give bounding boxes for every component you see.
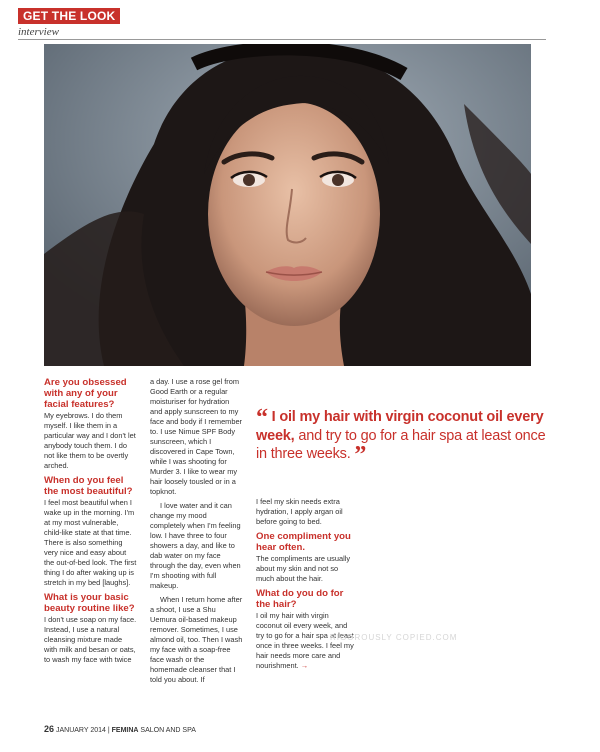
watermark: RIGOROUSLY COPIED.COM (330, 633, 458, 642)
magazine-title: SALON AND SPA (140, 727, 196, 734)
question: What do you do for the hair? (256, 588, 344, 610)
paragraph: When I return home after a shoot, I use a Shu Uemura oil-based makeup remover. Sometimes, I use almond oil, too. Then I wash my face with a soap-free face wash or the homemade cleanser that I told you about. If (150, 595, 243, 684)
portrait-photo (44, 44, 531, 366)
arrow-right-icon: → (300, 661, 309, 670)
pull-quote-text: and try to go for a hair spa at least once in three weeks. (256, 428, 546, 462)
question: Are you obsessed with any of your facial features? (44, 377, 127, 410)
column-1 (44, 377, 137, 669)
pull-quote (256, 405, 548, 468)
question: One compliment you hear often. (256, 531, 351, 553)
paragraph: I love water and it can change my mood completely when I'm feeling low. I have three to four showers a day, and like to dab water on my face through the day, even when I'm shooting with full makeup. (150, 501, 241, 590)
column-2 (150, 377, 243, 689)
open-quote-icon: “ (256, 405, 268, 431)
answer: The compliments are usually about my skin and not so much about the hair. (256, 554, 351, 583)
column-3 (256, 497, 356, 675)
page-number: 26 (44, 724, 55, 734)
pull-quote-emphasis: I oil my hair with virgin coconut oil every week, (256, 409, 544, 444)
question: What is your basic beauty routine like? (44, 592, 135, 614)
answer: I feel most beautiful when I wake up in the morning. I'm at my most vulnerable, child-like state at that time. There is also something very nice and easy about the out-of-bed look. The first thing I do after waking up is stretch in my bed [laughs]. (44, 498, 137, 587)
section-tag: GET THE LOOK (18, 8, 120, 24)
answer: My eyebrows. I do them myself. I like them in a particular way and I don't let anybody touch them. I do not like them to be overtly arched. (44, 411, 136, 470)
answer-text: I oil my hair with virgin coconut oil every week, and try to go for a hair spa at least once in three weeks. I feel my hair needs more care and nourishment. (256, 611, 354, 670)
magazine-name: FEMINA (111, 727, 139, 734)
answer: I feel my skin needs extra hydration, I apply argan oil before going to bed. (256, 497, 343, 526)
page-footer: 26 JANUARY 2014 | FEMINA SALON AND SPA (44, 724, 196, 734)
paragraph: a day. I use a rose gel from Good Earth or a regular moisturiser for hydration and apply sunscreen to my face and body if I remember to. I use Nimue SPF Body sunscreen, which I discovered in Cape Town, while I was shooting for Murder 3. I like to wear my hair loosely tousled or in a topknot. (150, 377, 243, 496)
answer: I don't use soap on my face. Instead, I use a natural cleansing mixture made with milk and besan or oats, to wash my face with twice (44, 615, 137, 664)
section-subtitle: interview (18, 26, 546, 40)
question: When do you feel the most beautiful? (44, 475, 133, 497)
close-quote-icon: ” (354, 442, 367, 468)
issue-date: JANUARY 2014 (55, 727, 106, 734)
